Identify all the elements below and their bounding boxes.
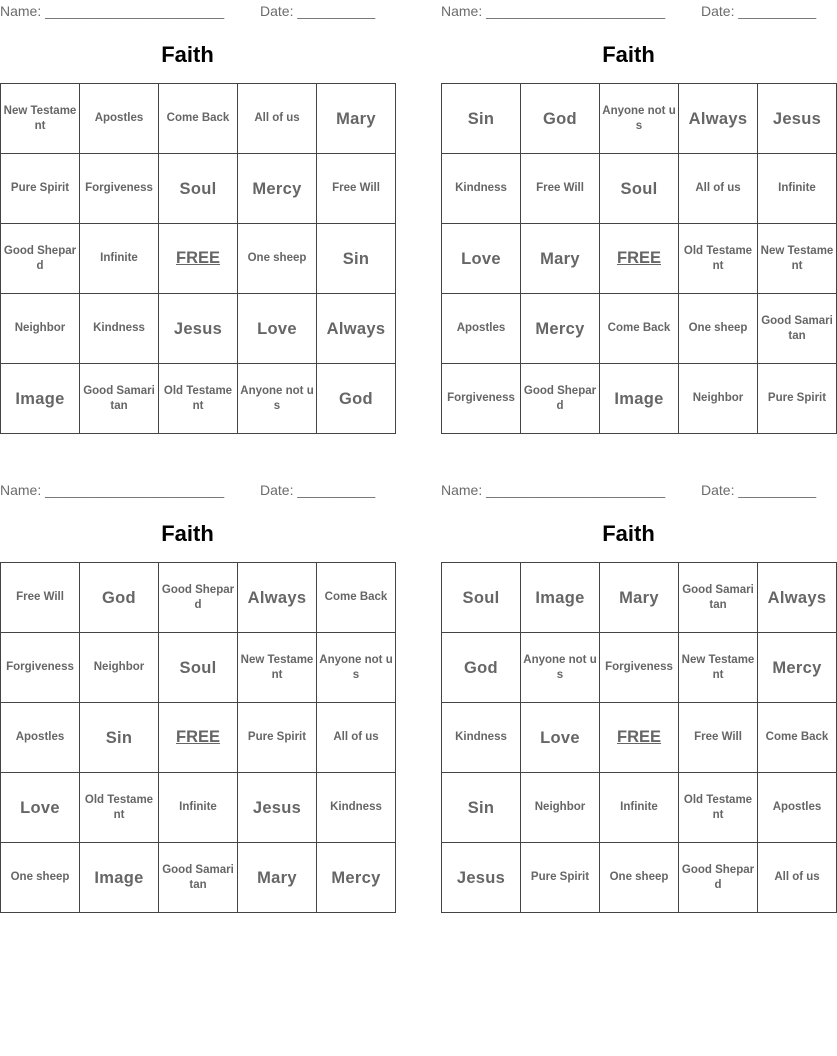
bingo-cell: Infinite [159,773,238,843]
bingo-cell: FREE [600,224,679,294]
bingo-cell: Sin [80,703,159,773]
date-field-label: Date: __________ [260,3,376,19]
date-field-label: Date: __________ [701,3,817,19]
bingo-cell: Love [1,773,80,843]
bingo-cell: Good Samaritan [80,364,159,434]
card-title: Faith [602,521,655,546]
bingo-cell: One sheep [679,294,758,364]
bingo-cell: Image [600,364,679,434]
bingo-cell: Infinite [600,773,679,843]
bingo-cell: Forgiveness [1,633,80,703]
bingo-card [441,479,829,911]
bingo-cell: All of us [238,84,317,154]
bingo-cell: Free Will [679,703,758,773]
bingo-cell: Jesus [442,843,521,913]
bingo-cell: Anyone not us [600,84,679,154]
bingo-cell: Come Back [317,563,396,633]
bingo-grid [441,562,837,913]
bingo-cell: God [80,563,159,633]
bingo-cell: Soul [442,563,521,633]
bingo-cell: Soul [159,633,238,703]
bingo-cell: Mercy [758,633,837,703]
grid-row [442,703,837,773]
bingo-cell: Come Back [159,84,238,154]
date-field-label: Date: __________ [260,482,376,498]
bingo-cell: Always [317,294,396,364]
bingo-cell: One sheep [600,843,679,913]
bingo-cell: New Testament [679,633,758,703]
grid-row [1,633,396,703]
grid-row [442,843,837,913]
bingo-cell: Always [238,563,317,633]
bingo-cell: All of us [758,843,837,913]
grid-row [442,633,837,703]
bingo-cell: One sheep [238,224,317,294]
bingo-grid [0,562,396,913]
name-field-label: Name: _______________________ [0,482,225,498]
bingo-cell: Image [1,364,80,434]
bingo-cell: Free Will [317,154,396,224]
grid-row [1,773,396,843]
bingo-cell: Good Samaritan [159,843,238,913]
bingo-cell: Love [238,294,317,364]
bingo-cell: Pure Spirit [1,154,80,224]
bingo-cell: FREE [159,703,238,773]
bingo-cell: Neighbor [1,294,80,364]
grid-row [442,563,837,633]
grid-row [1,843,396,913]
bingo-cell: FREE [159,224,238,294]
bingo-cell: Forgiveness [80,154,159,224]
grid-row [442,294,837,364]
bingo-cell: Pure Spirit [758,364,837,434]
bingo-cell: Soul [600,154,679,224]
bingo-card [0,0,386,432]
bingo-cell: Come Back [600,294,679,364]
grid-row [1,563,396,633]
bingo-cell: Kindness [317,773,396,843]
bingo-cell: Infinite [758,154,837,224]
bingo-cell: Mary [317,84,396,154]
bingo-cell: Old Testament [679,773,758,843]
bingo-cell: Soul [159,154,238,224]
bingo-cell: Image [80,843,159,913]
bingo-cell: Sin [317,224,396,294]
grid-row [1,703,396,773]
bingo-cell: Good Shepard [1,224,80,294]
bingo-cell: New Testament [238,633,317,703]
bingo-cell: Mercy [317,843,396,913]
grid-row [1,84,396,154]
bingo-cell: Infinite [80,224,159,294]
bingo-cell: New Testament [1,84,80,154]
bingo-cell: Jesus [159,294,238,364]
bingo-cell: Always [758,563,837,633]
bingo-cell: FREE [600,703,679,773]
bingo-cell: Pure Spirit [521,843,600,913]
bingo-cell: Mercy [521,294,600,364]
bingo-cell: Free Will [1,563,80,633]
bingo-cell: Apostles [442,294,521,364]
bingo-cell: Good Samaritan [679,563,758,633]
bingo-cell: Jesus [238,773,317,843]
grid-row [442,224,837,294]
bingo-cell: God [442,633,521,703]
bingo-cell: Anyone not us [317,633,396,703]
bingo-cell: Kindness [442,154,521,224]
name-field-label: Name: _______________________ [0,3,225,19]
grid-row [442,154,837,224]
bingo-cell: Sin [442,773,521,843]
bingo-cell: Kindness [442,703,521,773]
bingo-cell: Apostles [80,84,159,154]
bingo-cell: Free Will [521,154,600,224]
bingo-cell: Forgiveness [600,633,679,703]
bingo-cell: Neighbor [80,633,159,703]
bingo-cell: Good Samaritan [758,294,837,364]
bingo-cell: New Testament [758,224,837,294]
bingo-cell: Good Shepard [521,364,600,434]
bingo-card [0,479,393,911]
bingo-cell: Mary [600,563,679,633]
bingo-cell: Old Testament [80,773,159,843]
bingo-cell: One sheep [1,843,80,913]
bingo-cell: Forgiveness [442,364,521,434]
bingo-cell: Mary [238,843,317,913]
bingo-cell: Sin [442,84,521,154]
bingo-card [441,0,834,432]
bingo-cell: Mary [521,224,600,294]
bingo-cell: All of us [317,703,396,773]
grid-row [442,773,837,843]
card-title: Faith [161,42,214,67]
grid-row [1,224,396,294]
bingo-cell: All of us [679,154,758,224]
bingo-cell: Apostles [1,703,80,773]
bingo-cell: Always [679,84,758,154]
bingo-cell: Pure Spirit [238,703,317,773]
bingo-cell: Good Shepard [159,563,238,633]
name-field-label: Name: _______________________ [441,3,666,19]
bingo-cell: Come Back [758,703,837,773]
bingo-cell: Anyone not us [238,364,317,434]
date-field-label: Date: __________ [701,482,817,498]
grid-row [442,364,837,434]
bingo-cell: Jesus [758,84,837,154]
bingo-cell: Good Shepard [679,843,758,913]
bingo-cell: Kindness [80,294,159,364]
bingo-cell: Old Testament [159,364,238,434]
bingo-cell: Anyone not us [521,633,600,703]
bingo-grid [441,83,837,434]
bingo-cell: Image [521,563,600,633]
grid-row [1,294,396,364]
bingo-cell: God [521,84,600,154]
bingo-cell: Love [521,703,600,773]
card-title: Faith [161,521,214,546]
bingo-grid [0,83,396,434]
bingo-cell: Apostles [758,773,837,843]
card-title: Faith [602,42,655,67]
bingo-cell: Old Testament [679,224,758,294]
bingo-cell: Love [442,224,521,294]
grid-row [1,154,396,224]
grid-row [442,84,837,154]
bingo-cell: Neighbor [521,773,600,843]
grid-row [1,364,396,434]
bingo-cell: Mercy [238,154,317,224]
bingo-cell: God [317,364,396,434]
name-field-label: Name: _______________________ [441,482,666,498]
bingo-cell: Neighbor [679,364,758,434]
